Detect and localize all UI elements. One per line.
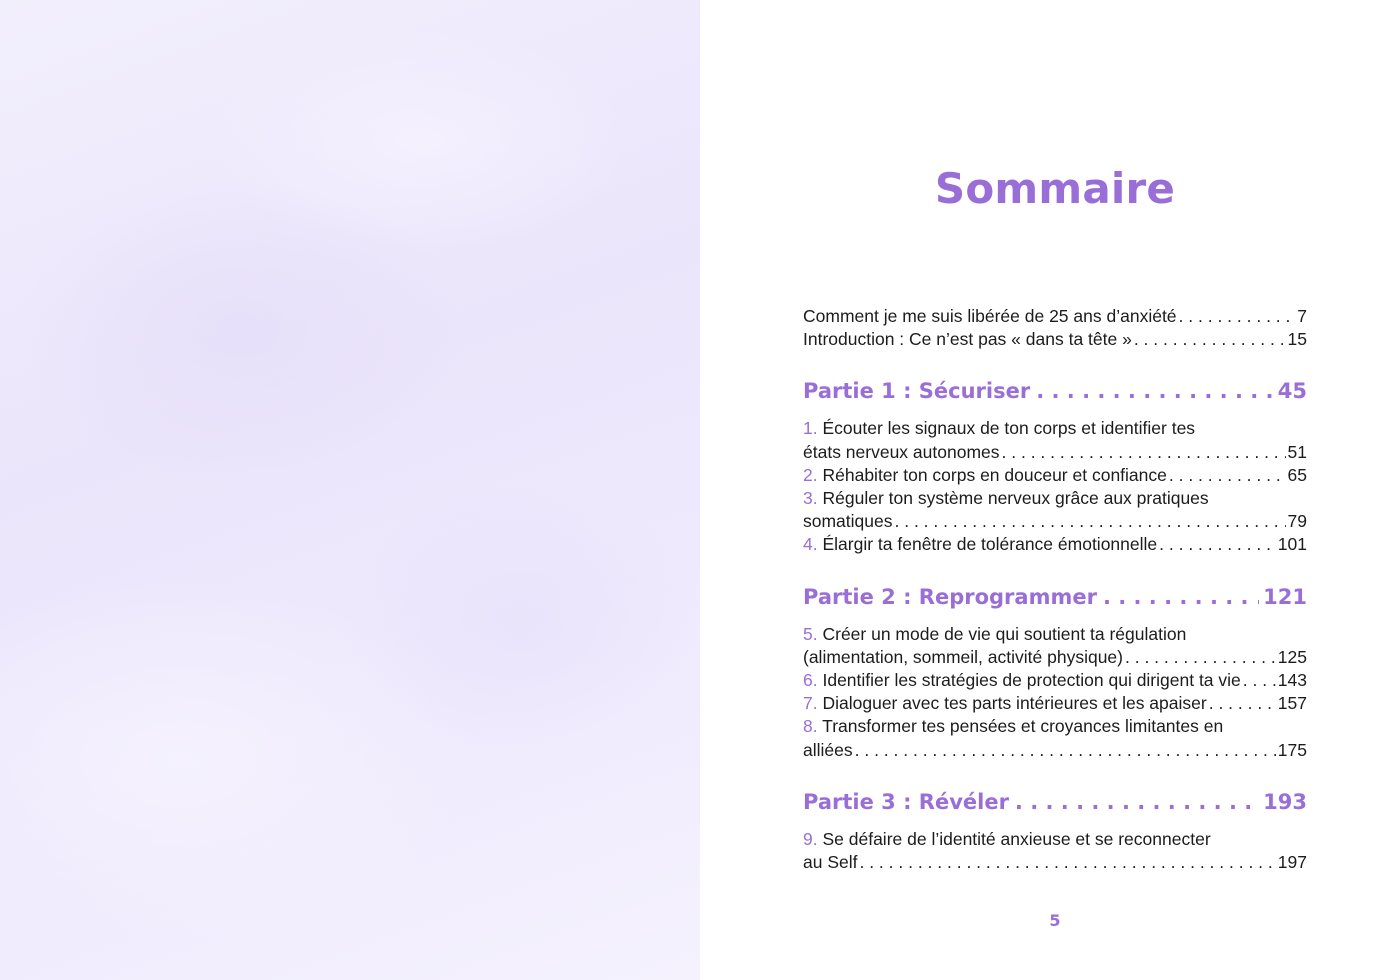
chapter-number: 1. (803, 418, 818, 439)
chapter-page: 79 (1287, 511, 1307, 532)
toc-entry-text: Introduction : Ce n’est pas « dans ta tête » (803, 329, 1132, 350)
chapter-title-continued: (alimentation, sommeil, activité physique) (803, 646, 1123, 667)
right-page (700, 0, 1400, 980)
chapter-page: 51 (1287, 441, 1307, 462)
chapter-page: 125 (1277, 646, 1307, 667)
chapter-title: Réguler ton système nerveux grâce aux pratiques (822, 488, 1209, 509)
leader-dots (1179, 305, 1296, 328)
chapter-number: 2. (803, 464, 818, 485)
leader-dots (859, 851, 1275, 874)
part-label: Partie 3 : Révéler (803, 789, 1009, 814)
toc-entry-text: Comment je me suis libérée de 25 ans d’anxiété (803, 306, 1177, 326)
leader-dots (1243, 669, 1276, 692)
chapter-page: 175 (1277, 739, 1307, 760)
chapter-8-line2 (803, 739, 1307, 762)
leader-dots (1002, 441, 1286, 464)
leader-dots (1103, 584, 1259, 610)
leader-dots (1169, 464, 1286, 487)
chapter-number: 5. (803, 623, 818, 644)
chapter-6 (803, 669, 1307, 692)
chapter-number: 7. (803, 693, 818, 714)
chapter-title: Transformer tes pensées et croyances limitantes en (822, 716, 1224, 737)
chapter-1-line1 (803, 417, 1307, 440)
part-page: 193 (1263, 789, 1307, 814)
chapter-title: Créer un mode de vie qui soutient ta régulation (822, 623, 1187, 644)
toc-entry-page: 7 (1297, 306, 1307, 326)
leader-dots (1159, 533, 1276, 556)
chapter-page: 197 (1277, 852, 1307, 873)
toc-entry-intro-1 (803, 305, 1307, 328)
chapter-title: Écouter les signaux de ton corps et identifier tes (822, 418, 1196, 439)
chapter-5-line2 (803, 646, 1307, 669)
part-label: Partie 1 : Sécuriser (803, 379, 1031, 404)
chapter-title: Dialoguer avec tes parts intérieures et les apaiser (822, 693, 1207, 714)
part-heading-3 (803, 789, 1307, 815)
chapter-title: Identifier les stratégies de protection qui dirigent ta vie (822, 670, 1241, 691)
chapter-title: Élargir ta fenêtre de tolérance émotionnelle (822, 534, 1158, 555)
leader-dots (855, 739, 1276, 762)
chapter-1-line2 (803, 441, 1307, 464)
chapter-2 (803, 464, 1307, 487)
chapter-title: Se défaire de l’identité anxieuse et se reconnecter (822, 828, 1211, 849)
leader-dots (1134, 328, 1286, 351)
chapter-page: 157 (1277, 693, 1307, 714)
chapter-number: 6. (803, 670, 818, 691)
chapter-7 (803, 692, 1307, 715)
chapter-page: 101 (1277, 534, 1307, 555)
leader-dots (1209, 692, 1276, 715)
chapter-3-line2 (803, 510, 1307, 533)
chapter-8-line1 (803, 715, 1307, 738)
page-number: 5 (1049, 911, 1061, 930)
leader-dots (1015, 789, 1259, 815)
chapter-number: 3. (803, 488, 818, 509)
chapter-number: 4. (803, 534, 818, 555)
part-page: 45 (1277, 379, 1307, 404)
chapter-5-line1 (803, 623, 1307, 646)
chapter-number: 8. (803, 716, 818, 737)
chapter-title-continued: somatiques (803, 511, 893, 532)
toc-entry-page: 15 (1287, 329, 1307, 350)
chapter-page: 65 (1287, 464, 1307, 485)
chapter-title-continued: alliées (803, 739, 853, 760)
chapter-title: Réhabiter ton corps en douceur et confiance (822, 464, 1167, 485)
chapter-title-continued: états nerveux autonomes (803, 441, 1000, 462)
part-label: Partie 2 : Reprogrammer (803, 584, 1097, 609)
chapter-title-continued: au Self (803, 852, 858, 873)
chapter-3-line1 (803, 487, 1307, 510)
part-heading-2 (803, 584, 1307, 610)
chapter-9-line1 (803, 828, 1307, 851)
chapter-page: 143 (1277, 670, 1307, 691)
chapter-9-line2 (803, 851, 1307, 874)
chapter-number: 9. (803, 828, 818, 849)
page-title: Sommaire (934, 164, 1176, 213)
part-page: 121 (1263, 584, 1307, 609)
leader-dots (1036, 378, 1274, 404)
toc-entry-intro-2 (803, 328, 1307, 351)
leader-dots (895, 510, 1286, 533)
part-heading-1 (803, 378, 1307, 404)
table-of-contents (803, 305, 1307, 874)
leader-dots (1125, 646, 1276, 669)
chapter-4 (803, 533, 1307, 556)
